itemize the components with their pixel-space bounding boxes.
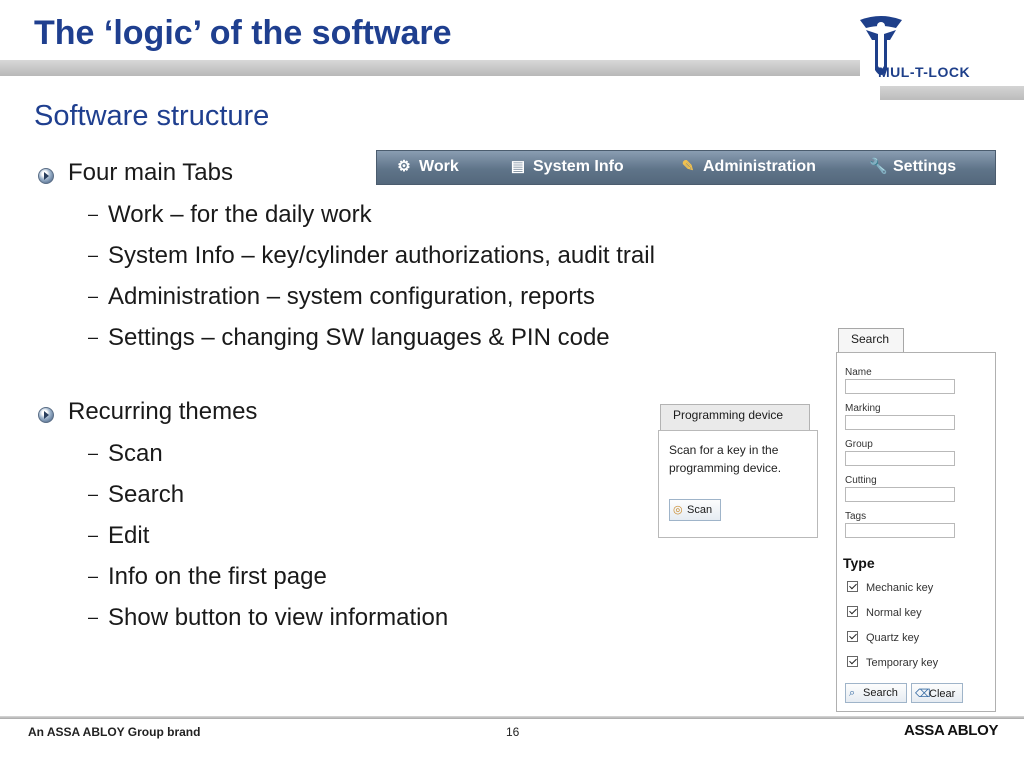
dash-icon: – xyxy=(88,566,99,586)
sub-bullet-item xyxy=(88,604,448,632)
type-heading: Type xyxy=(843,555,875,571)
sub-bullet-text: Administration – system configuration, reports xyxy=(108,283,595,310)
mul-t-lock-logo xyxy=(856,14,1024,84)
type-option-mechanic[interactable] xyxy=(847,581,933,594)
assa-abloy-logo: ASSA ABLOY xyxy=(904,722,999,739)
checkbox[interactable] xyxy=(847,631,858,642)
tags-label: Tags xyxy=(845,511,867,522)
clear-button[interactable] xyxy=(911,683,963,703)
page-number: 16 xyxy=(506,725,520,739)
magnifier-icon: ⌕ xyxy=(849,687,856,699)
type-option-label: Quartz key xyxy=(866,632,920,644)
tab-system-info[interactable] xyxy=(509,157,624,179)
sub-bullet-text: System Info – key/cylinder authorizations, audit trail xyxy=(108,242,655,269)
name-label: Name xyxy=(845,367,872,378)
footer-brand-text: An ASSA ABLOY Group brand xyxy=(28,725,201,739)
checkbox[interactable] xyxy=(847,656,858,667)
tab-programming-device[interactable]: Programming device xyxy=(660,404,810,430)
tab-search[interactable]: Search xyxy=(838,328,904,354)
sub-bullet-text: Show button to view information xyxy=(108,604,449,631)
logo-wordmark: MUL-T-LOCK xyxy=(878,64,971,80)
dash-icon: – xyxy=(88,607,99,627)
dash-icon: – xyxy=(88,286,99,306)
tab-work[interactable] xyxy=(395,157,459,179)
type-option-label: Temporary key xyxy=(866,657,939,669)
cutting-input[interactable] xyxy=(845,487,955,502)
bullet-arrow-icon xyxy=(38,407,54,423)
slide-title: The ‘logic’ of the software xyxy=(34,14,452,52)
eraser-icon: ⌫ xyxy=(915,688,931,700)
type-option-temporary[interactable] xyxy=(847,656,938,669)
group-input[interactable] xyxy=(845,451,955,466)
tab-settings-label: Settings xyxy=(893,158,957,175)
clear-button-label: Clear xyxy=(929,688,956,700)
dash-icon: – xyxy=(88,484,99,504)
type-option-quartz[interactable] xyxy=(847,631,919,644)
gear-icon: ⚙ xyxy=(397,158,411,175)
sub-bullet-item xyxy=(88,481,184,509)
group-label: Group xyxy=(845,439,873,450)
document-icon: ▤ xyxy=(510,158,526,175)
wrench-icon: 🔧 xyxy=(869,158,888,175)
scan-button-label: Scan xyxy=(687,504,713,516)
programming-device-panel xyxy=(658,430,818,538)
logo-divider-bar xyxy=(880,86,1024,100)
sub-bullet-item xyxy=(88,440,163,468)
main-tab-bar xyxy=(376,150,996,185)
dash-icon: – xyxy=(88,525,99,545)
scan-button[interactable] xyxy=(669,499,721,521)
sub-bullet-item xyxy=(88,324,610,352)
cutting-label: Cutting xyxy=(845,475,877,486)
type-option-label: Normal key xyxy=(866,607,922,619)
pencil-icon: ✎ xyxy=(681,158,695,175)
name-input[interactable] xyxy=(845,379,955,394)
type-option-normal[interactable] xyxy=(847,606,922,619)
search-panel xyxy=(836,352,996,712)
sub-bullet-item xyxy=(88,201,372,229)
marking-label: Marking xyxy=(845,403,881,414)
tab-settings[interactable] xyxy=(869,157,956,179)
sub-bullet-text: Settings – changing SW languages & PIN code xyxy=(108,324,610,351)
sub-bullet-text: Work – for the daily work xyxy=(108,201,372,228)
sub-bullet-text: Search xyxy=(108,481,185,508)
marking-input[interactable] xyxy=(845,415,955,430)
checkbox[interactable] xyxy=(847,581,858,592)
tab-administration[interactable] xyxy=(679,157,816,179)
bullet-text: Four main Tabs xyxy=(68,159,233,186)
tab-work-label: Work xyxy=(419,158,459,175)
title-divider-bar xyxy=(0,60,860,76)
checkbox[interactable] xyxy=(847,606,858,617)
search-button-label: Search xyxy=(863,687,898,699)
sub-bullet-text: Info on the first page xyxy=(108,563,327,590)
dash-icon: – xyxy=(88,245,99,265)
footer-divider xyxy=(0,716,1024,719)
search-button[interactable] xyxy=(845,683,907,703)
dash-icon: – xyxy=(88,204,99,224)
type-option-label: Mechanic key xyxy=(866,582,934,594)
scan-icon: ◎ xyxy=(673,504,683,516)
tab-administration-label: Administration xyxy=(703,158,816,175)
sub-bullet-text: Edit xyxy=(108,522,150,549)
dash-icon: – xyxy=(88,443,99,463)
sub-bullet-item xyxy=(88,522,149,550)
sub-bullet-item xyxy=(88,242,655,270)
bullet-arrow-icon xyxy=(38,168,54,184)
slide-subtitle: Software structure xyxy=(34,100,270,132)
scan-instruction: Scan for a key in the programming device. xyxy=(669,443,782,475)
dash-icon: – xyxy=(88,327,99,347)
tab-system-info-label: System Info xyxy=(533,158,624,175)
sub-bullet-item xyxy=(88,563,327,591)
tags-input[interactable] xyxy=(845,523,955,538)
bullet-text: Recurring themes xyxy=(68,398,258,425)
sub-bullet-item xyxy=(88,283,595,311)
sub-bullet-text: Scan xyxy=(108,440,163,467)
